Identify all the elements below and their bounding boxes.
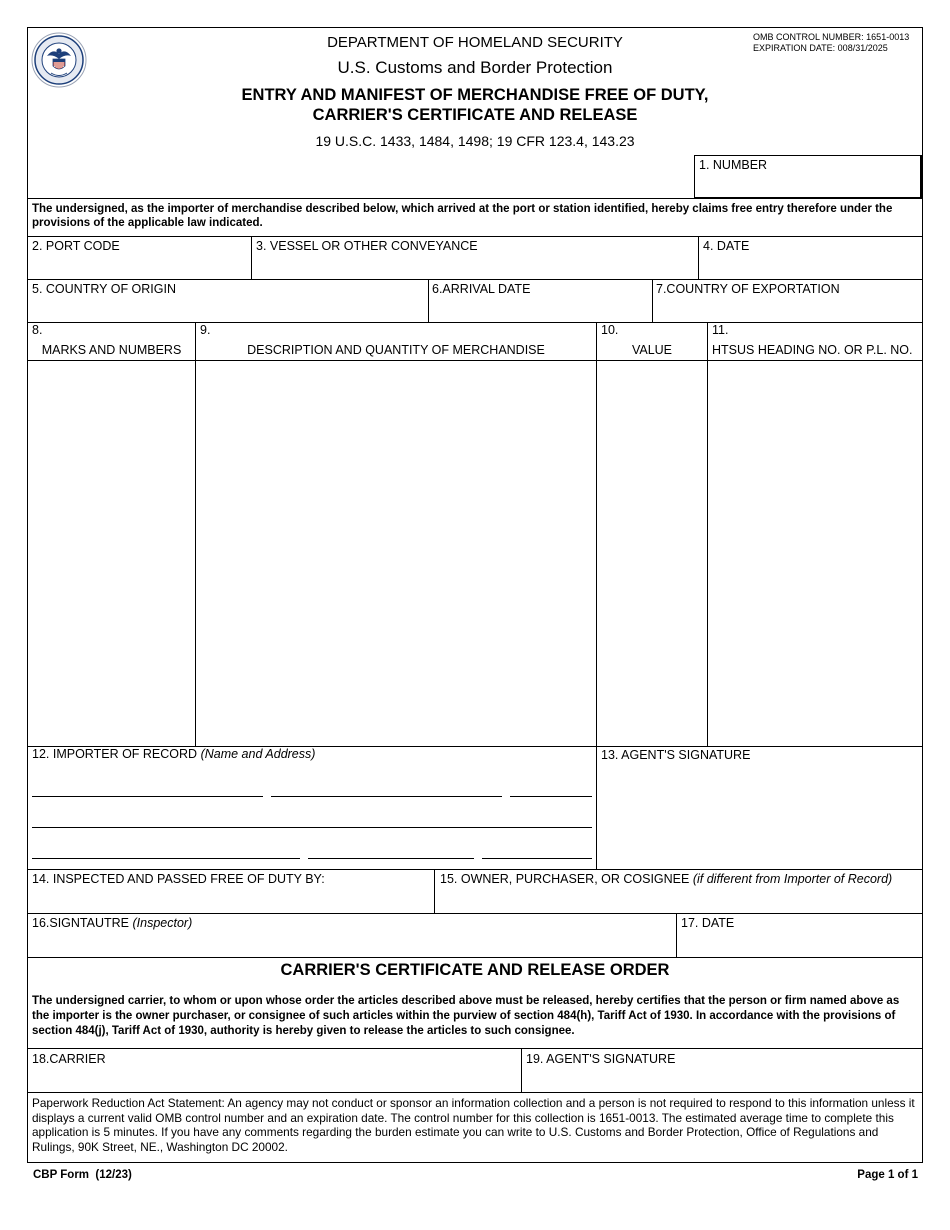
date-17-input[interactable] — [681, 932, 918, 952]
form-id: CBP Form (12/23) — [33, 1169, 132, 1181]
inspector-signature-label — [32, 916, 192, 930]
inspected-label: 14. INSPECTED AND PASSED FREE OF DUTY BY: — [32, 872, 325, 886]
page-number: Page 1 of 1 — [857, 1169, 918, 1181]
divider — [27, 1092, 923, 1093]
inspector-signature-area[interactable] — [32, 932, 672, 954]
importer-of-record-label — [32, 747, 315, 761]
divider — [434, 869, 435, 913]
country-export-input[interactable] — [656, 299, 918, 319]
omb-block — [753, 32, 909, 54]
legal-citation: 19 U.S.C. 1433, 1484, 1498; 19 CFR 123.4, 143.23 — [315, 133, 635, 149]
vessel-input[interactable] — [256, 256, 693, 276]
arrival-date-input[interactable] — [432, 299, 647, 319]
owner-title: 15. OWNER, PURCHASER, OR COSIGNEE — [440, 872, 690, 886]
divider — [428, 279, 429, 322]
divider — [596, 322, 597, 746]
divider — [652, 279, 653, 322]
paperwork-statement: Paperwork Reduction Act Statement: An agency may not conduct or sponsor an information collection and a person is not required to respond to this information unless it displays a current valid OMB control number and an expiration date. The control number for this collection is 1651-0013. The estimated average time to complete this application is 5 minutes. If you have any comments regarding the burden estimate you can write to U.S. Customs and Border Protection, Office of Regulations and Rulings, 90K Street, NE., Washington DC 20002. — [32, 1096, 915, 1154]
col-10-title: VALUE — [631, 343, 673, 357]
agent-signature-19-label: 19. AGENT'S SIGNATURE — [526, 1052, 676, 1066]
department-name: DEPARTMENT OF HOMELAND SECURITY — [327, 34, 623, 51]
port-code-input[interactable] — [32, 256, 246, 276]
divider — [27, 322, 923, 323]
country-export-label: 7.COUNTRY OF EXPORTATION — [656, 282, 840, 296]
divider — [596, 746, 597, 869]
divider — [27, 279, 923, 280]
agent-signature-13-area[interactable] — [600, 766, 918, 864]
dhs-seal-icon — [31, 32, 87, 88]
col-10-number: 10. — [601, 323, 619, 337]
divider — [707, 322, 708, 746]
col-9-number: 9. — [200, 323, 211, 337]
country-origin-input[interactable] — [32, 299, 422, 319]
importer-name-line[interactable] — [32, 796, 263, 797]
divider — [27, 913, 923, 914]
importer-city-line[interactable] — [32, 858, 300, 859]
inspector-signature-hint: (Inspector) — [132, 916, 193, 930]
carrier-statement: The undersigned carrier, to whom or upon whose order the articles described above must be released, hereby certifies that the person or firm named above as the importer is the owner purchaser, or consignee of such articles within the purview of section 484(h), Tariff Act of 1930. In accordance with the provisions of section 484(j), Tariff Act of 1930, authority is hereby given to release the articles to such consignee. — [32, 995, 900, 1037]
importer-zip-line[interactable] — [482, 858, 592, 859]
importer-claim-statement: The undersigned, as the importer of merchandise described below, which arrived at the port or station identified, hereby claims free entry therefore under the provisions of the applicable law indicated. — [32, 203, 893, 229]
inspector-signature-title: 16.SIGNTAUTRE — [32, 916, 130, 930]
divider — [27, 957, 923, 958]
importer-name-line[interactable] — [271, 796, 502, 797]
port-code-label: 2. PORT CODE — [32, 239, 120, 253]
divider — [27, 236, 923, 237]
importer-name-line[interactable] — [510, 796, 592, 797]
divider — [521, 1048, 522, 1092]
col-8-title: MARKS AND NUMBERS — [41, 343, 182, 357]
importer-of-record-title: 12. IMPORTER OF RECORD — [32, 747, 198, 761]
date-17-label: 17. DATE — [681, 916, 735, 930]
carrier-input[interactable] — [32, 1068, 516, 1088]
divider — [698, 236, 699, 279]
importer-state-line[interactable] — [308, 858, 474, 859]
table-header-divider — [27, 360, 923, 361]
divider — [27, 1048, 923, 1049]
divider — [27, 869, 923, 870]
col-9-title: DESCRIPTION AND QUANTITY OF MERCHANDISE — [247, 343, 545, 357]
divider — [195, 322, 196, 746]
divider — [27, 198, 923, 199]
divider — [676, 913, 677, 957]
htsus-input[interactable] — [710, 364, 919, 742]
expiration-date: EXPIRATION DATE: 008/31/2025 — [753, 43, 888, 53]
carrier-heading: CARRIER'S CERTIFICATE AND RELEASE ORDER — [280, 961, 670, 979]
vessel-label: 3. VESSEL OR OTHER CONVEYANCE — [256, 239, 478, 253]
importer-of-record-hint: (Name and Address) — [200, 747, 316, 761]
agent-signature-13-label: 13. AGENT'S SIGNATURE — [601, 748, 751, 762]
form-title-line-1: ENTRY AND MANIFEST OF MERCHANDISE FREE OF DUTY, — [241, 86, 709, 104]
col-8-number: 8. — [32, 323, 43, 337]
form-title-line-2: CARRIER'S CERTIFICATE AND RELEASE — [312, 106, 638, 124]
date-label: 4. DATE — [703, 239, 750, 253]
number-input[interactable] — [698, 174, 916, 194]
owner-hint: (if different from Importer of Record) — [692, 872, 893, 886]
inspected-input[interactable] — [32, 889, 429, 909]
number-label: 1. NUMBER — [699, 158, 768, 172]
divider — [251, 236, 252, 279]
col-11-number: 11. — [712, 323, 729, 337]
arrival-date-label: 6.ARRIVAL DATE — [432, 282, 531, 296]
omb-control-number: OMB CONTROL NUMBER: 1651-0013 — [753, 32, 910, 42]
owner-label — [440, 872, 892, 886]
marks-numbers-input[interactable] — [30, 364, 192, 742]
owner-input[interactable] — [440, 889, 918, 909]
description-input[interactable] — [198, 364, 593, 742]
agency-name: U.S. Customs and Border Protection — [337, 58, 613, 77]
carrier-label: 18.CARRIER — [32, 1052, 106, 1066]
agent-signature-19-area[interactable] — [526, 1068, 918, 1090]
value-input[interactable] — [599, 364, 704, 742]
importer-address-line[interactable] — [32, 827, 592, 828]
country-origin-label: 5. COUNTRY OF ORIGIN — [32, 282, 177, 296]
date-input[interactable] — [703, 256, 917, 276]
col-11-title: HTSUS HEADING NO. OR P.L. NO. — [712, 343, 913, 357]
